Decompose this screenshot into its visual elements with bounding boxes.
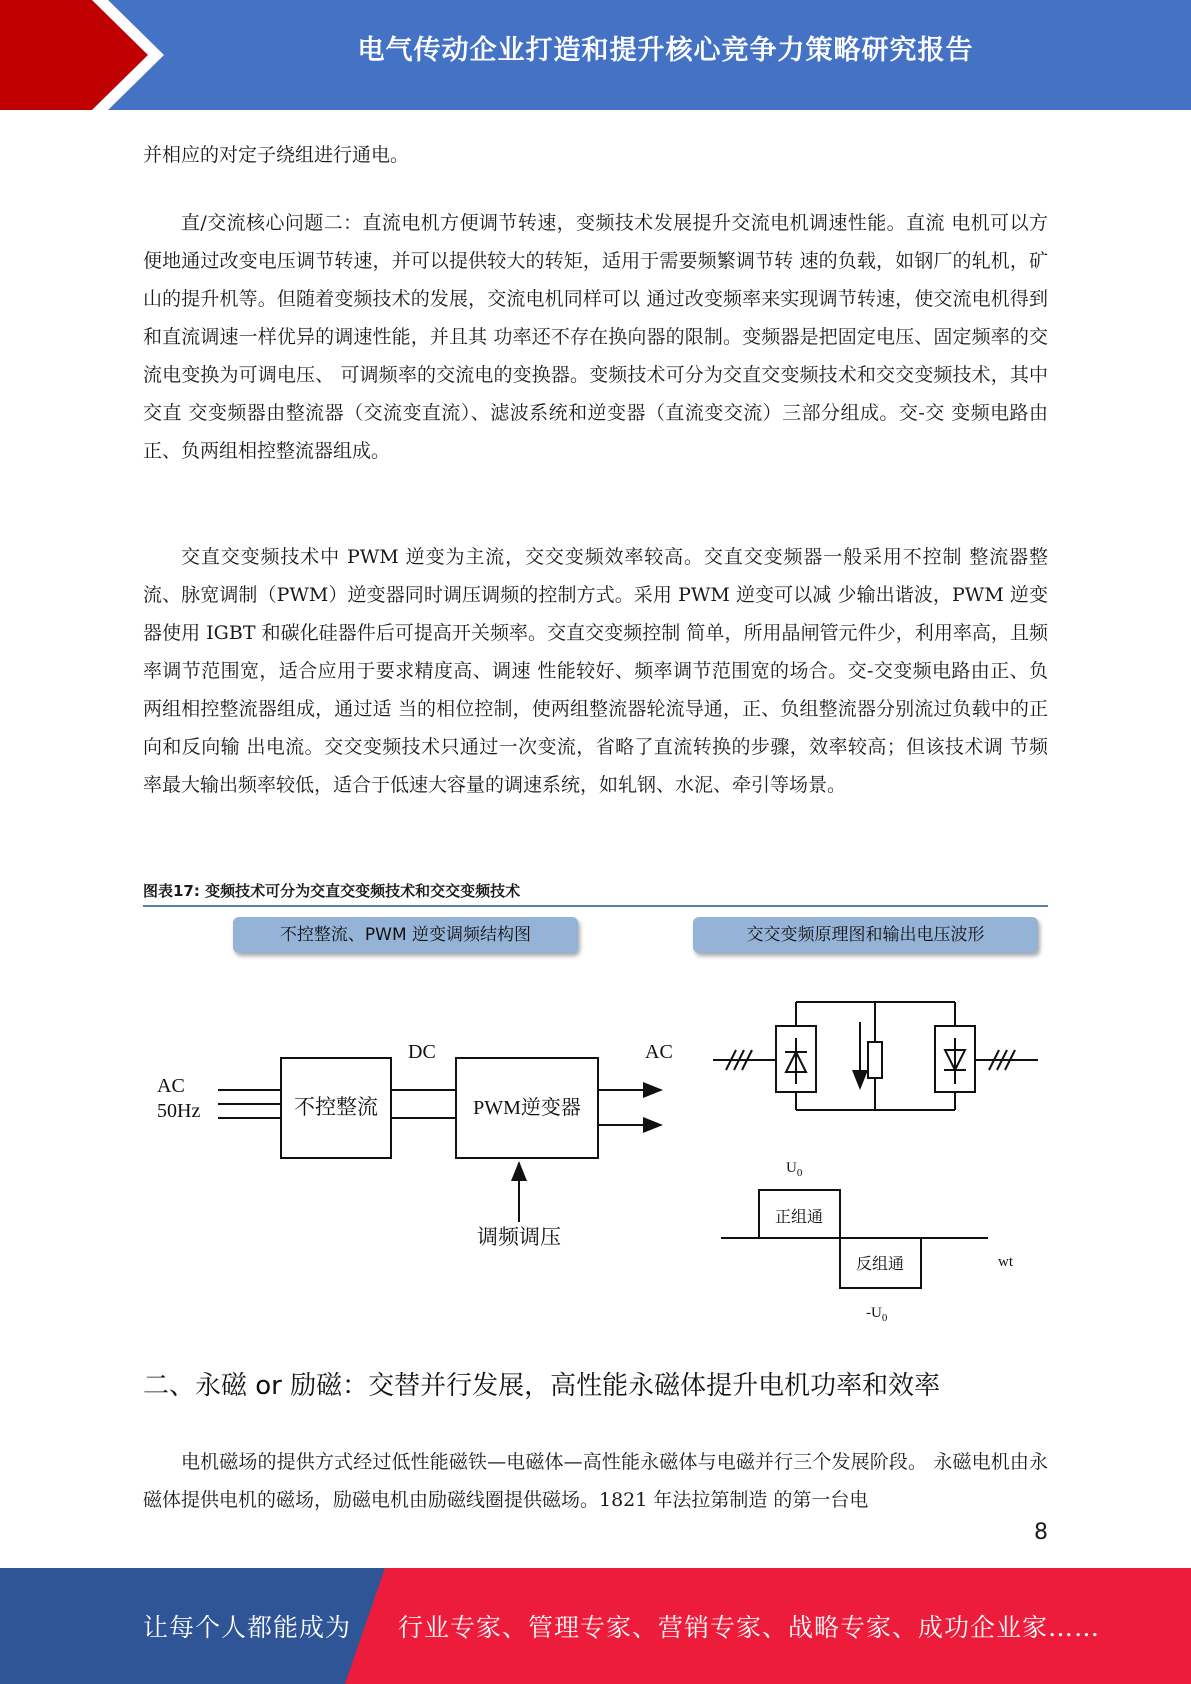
figure-caption: 图表17: 变频技术可分为交直交变频技术和交交变频技术 <box>143 880 1048 907</box>
ac-output-label: AC <box>645 1041 673 1063</box>
section-heading: 二、永磁 or 励磁：交替并行发展，高性能永磁体提升电机功率和效率 <box>143 1371 941 1401</box>
frequency-input-label: 50Hz <box>157 1100 201 1122</box>
paragraph-dc-ac-issue: 直/交流核心问题二：直流电机方便调节转速，变频技术发展提升交流电机调速性能。直流 电机可以方便地通过改变电压调节转速，并可以提供较大的转矩，适用于需要频繁调节转 速的负载，如钢厂的轧机，矿山的提升机等。但随着变频技术的发展，交流电机同样可以 通过改变频率来实现调节转速，使交流电机得到和直流调速一样优异的调速性能，并且其 功率还不存在换向器的限制。变频器是把固定电压、固定频率的交流电变换为可调电压、 可调频率的交流电的变换器。变频技术可分为交直交变频技术和交交变频技术，其中交直 交变频器由整流器（交流变直流）、滤波系统和逆变器（直流变交流）三部分组成。交-交 变频电路由正、负两组相控整流器组成。 <box>143 212 1048 462</box>
positive-group-label: 正组通 <box>774 1209 824 1226</box>
footer-slogan-left: 让每个人都能成为 <box>143 1613 352 1642</box>
output-voltage-waveform <box>721 1160 1014 1324</box>
dc-label: DC <box>408 1041 436 1063</box>
paragraph-magnetic-field: 电机磁场的提供方式经过低性能磁铁—电磁体—高性能永磁体与电磁并行三个发展阶段。 永磁电机由永磁体提供电机的磁场，励磁电机由励磁线圈提供磁场。1821 年法拉第制造 的第一台电 <box>143 1451 1048 1511</box>
left-structure-diagram <box>157 1041 673 1249</box>
wt-label: wt <box>998 1254 1013 1270</box>
u0-label: $U_0$ <box>786 1160 803 1179</box>
page-header <box>0 0 1191 110</box>
rectifier-label: 不控整流 <box>294 1095 378 1119</box>
neg-u0-label: $-U_0$ <box>866 1305 888 1324</box>
page-footer <box>0 1568 1191 1684</box>
left-diagram-tag: 不控整流、PWM 逆变调频结构图 <box>233 917 578 953</box>
right-cycloconverter-diagram <box>713 1002 1038 1110</box>
load-resistor <box>868 1042 882 1078</box>
page-number: 8 <box>1034 1520 1048 1545</box>
report-title: 电气传动企业打造和提升核心竞争力策略研究报告 <box>357 35 974 66</box>
pwm-inverter-label: PWM逆变器 <box>473 1097 581 1119</box>
right-diagram-tag: 交交变频原理图和输出电压波形 <box>693 917 1038 953</box>
negative-group-label: 反组通 <box>855 1256 905 1273</box>
paragraph-continuation: 并相应的对定子绕组进行通电。 <box>143 144 410 166</box>
ac-input-label: AC <box>157 1075 185 1097</box>
frequency-conversion-diagram <box>143 960 1048 1340</box>
paragraph-pwm: 交直交变频技术中 PWM 逆变为主流，交交变频效率较高。交直交变频器一般采用不控制 整流器整流、脉宽调制（PWM）逆变器同时调压调频的控制方式。采用 PWM 逆变可以减 少输出谐波，PWM 逆变器使用 IGBT 和碳化硅器件后可提高开关频率。交直交变频控制 简单，所用晶闸管元件少，利用率高，且频率调节范围宽，适合应用于要求精度高、调速 性能较好、频率调节范围宽的场合。交-交变频电路由正、负两组相控整流器组成，通过适 当的相位控制，使两组整流器轮流导通，正、负组整流器分别流过负载中的正向和反向输 出电流。交交变频技术只通过一次变流，省略了直流转换的步骤，效率较高；但该技术调 节频率最大输出频率较低，适合于低速大容量的调速系统，如轧钢、水泥、牵引等场景。 <box>143 546 1048 796</box>
control-label: 调频调压 <box>477 1225 561 1249</box>
footer-slogan-right: 行业专家、管理专家、营销专家、战略专家、成功企业家…… <box>398 1613 1101 1642</box>
